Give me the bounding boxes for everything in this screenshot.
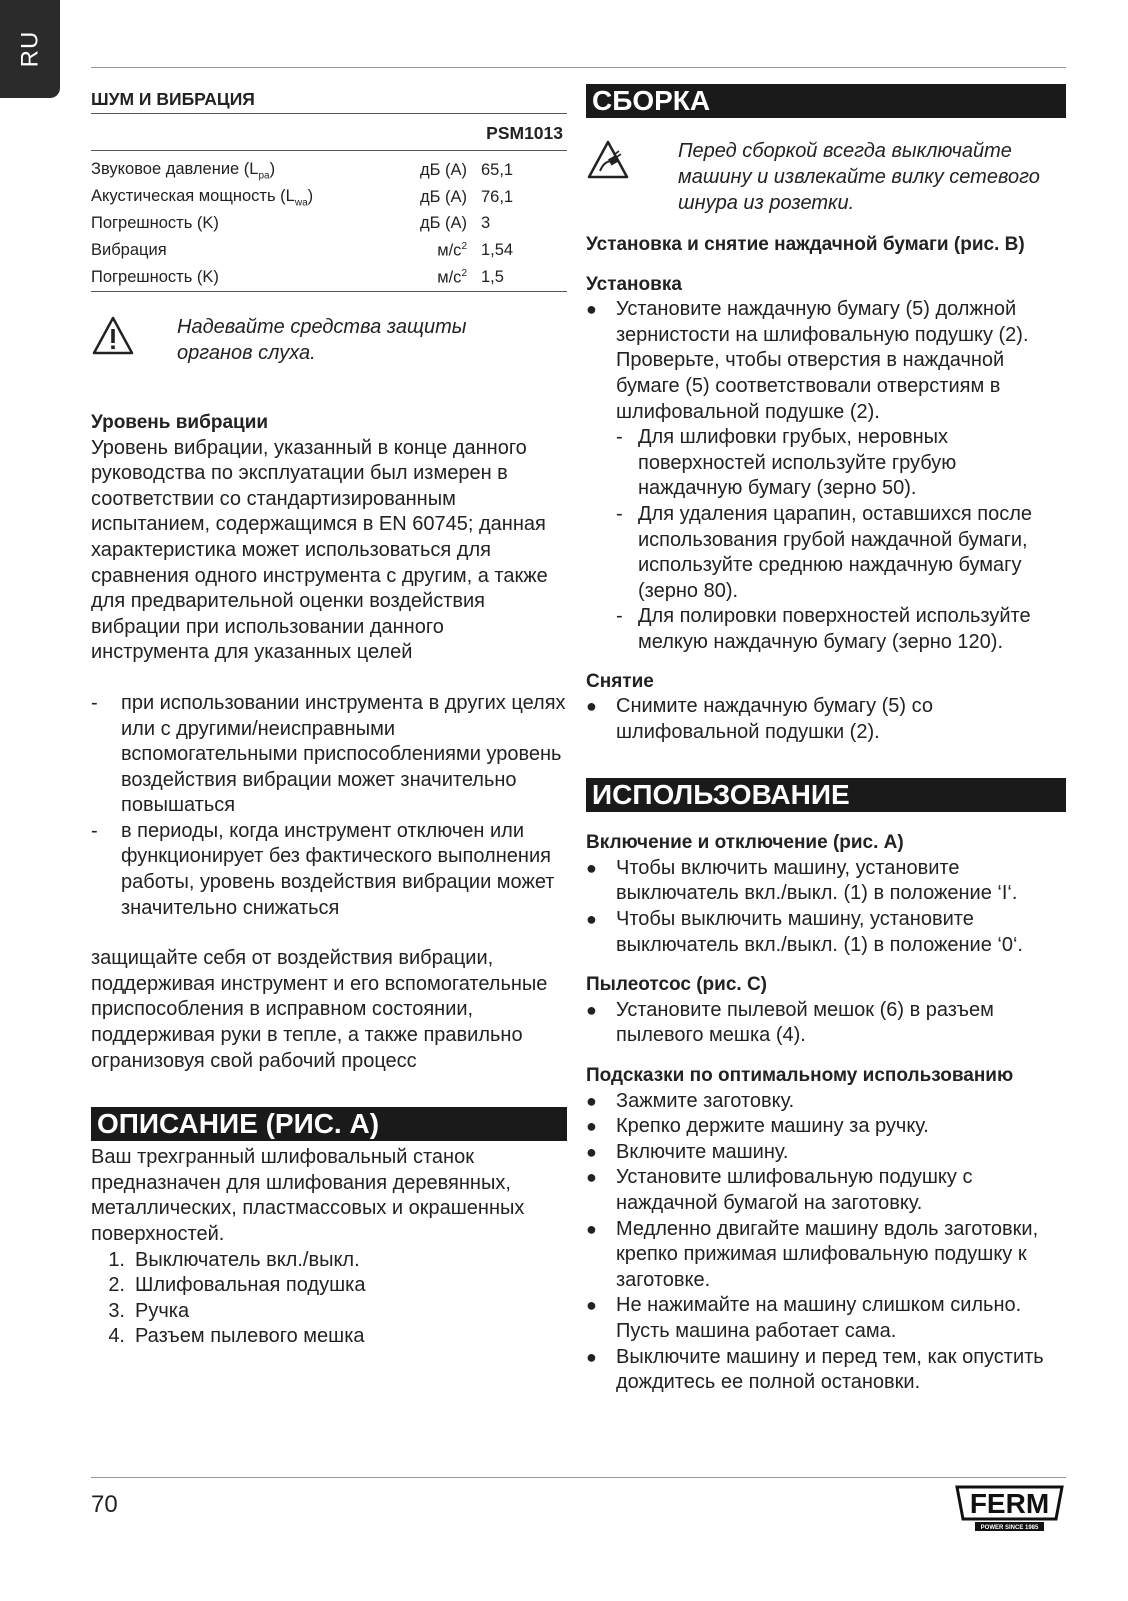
spec-unit: $м/с^2$ [437, 241, 467, 260]
list-item: ● Зажмите заготовку. [586, 1089, 795, 1112]
list-item: 2. Шлифовальная подушка [108, 1274, 366, 1297]
spec-row [91, 237, 567, 264]
spec-label: Звуковое давление $(L_{pa})$ [91, 159, 276, 182]
spec-row [91, 184, 567, 211]
spec-label: Вибрация [91, 241, 167, 260]
list-item: - в периоды, когда инструмент отключен или функционирует без фактического выполнения работы, уровень воздействия вибрации может значительно снижаться [91, 819, 555, 919]
list-item: ● Снимите наждачную бумагу (5) со шлифовальной подушки (2). [586, 695, 933, 743]
list-item: ● Чтобы включить машину, установите выключатель вкл./выкл. (1) в положение ‘I‘. [586, 856, 1018, 905]
spec-unit: $м/с^2$ [437, 267, 467, 287]
list-item: ● Выключите машину и перед тем, как опустить дождитесь ее полной остановки. [586, 1345, 1044, 1394]
warning-icon [91, 314, 177, 363]
assembly-section [586, 232, 1066, 745]
description-section-bar: ОПИСАНИЕ (РИС. A) [91, 1107, 567, 1141]
list-item: - Для полировки поверхностей используйте мелкую наждачную бумагу (зерно 120). [616, 605, 1031, 653]
list-item: ● Медленно двигайте машину вдоль заготовки, крепко прижимая шлифовальную подушку к заготовке. [586, 1217, 1039, 1291]
spec-label: Акустическая мощность $(L_{wa})$ [91, 186, 314, 208]
vibration-heading: Уровень вибрации [91, 411, 269, 433]
spec-unit: дБ (А) [419, 187, 467, 206]
unplug-warning [586, 138, 1066, 216]
description-intro: Ваш трехгранный шлифовальный станок предназначен для шлифования деревянных, металлических, пластмассовых и окрашенных поверхностей. [91, 1146, 525, 1246]
list-item: ● Включите машину. [586, 1140, 789, 1163]
noise-spec-table [91, 157, 567, 292]
ferm-logo [953, 1483, 1066, 1533]
list-item: - при использовании инструмента в других целях или с другими/неисправными вспомогательными приспособлениями уровень воздействия вибрации может значительно повышаться [91, 691, 566, 817]
tips-heading: Подсказки по оптимальному использованию [586, 1065, 1014, 1087]
noise-title: ШУМ И ВИБРАЦИЯ [91, 84, 567, 114]
vibration-closing: защищайте себя от воздействия вибрации, поддерживая инструмент и его вспомогательные приспособления в исправном состоянии, поддерживая руки в тепле, а также правильно огранизовуя свой рабочий процесс [91, 947, 548, 1072]
list-item: ● Установите наждачную бумагу (5) должной зернистости на шлифовальную подушку (2). Проверьте, чтобы отверстия в наждачной бумаге (5) соответствовали отверстиям в шлифовальной подушке (2). [586, 298, 1029, 423]
top-rule [91, 67, 1066, 68]
spec-value: 1,54 [481, 241, 514, 260]
right-column [586, 84, 1066, 1396]
list-item: - Для удаления царапин, оставшихся после использования грубой наждачной бумаги, используйте среднюю наждачную бумагу (зерно 80). [616, 502, 1033, 602]
vibration-list [91, 691, 567, 921]
list-item: 4. Разъем пылевого мешка [108, 1325, 365, 1348]
list-item: 3. Ручка [108, 1299, 190, 1322]
spec-row [91, 157, 567, 184]
spec-unit: дБ (А) [419, 214, 467, 233]
model-number: PSM1013 [91, 114, 567, 151]
list-item: ● Установите шлифовальную подушку с наждачной бумагой на заготовку. [586, 1166, 973, 1214]
install-heading: Установка [586, 273, 682, 295]
usage-section [586, 830, 1066, 1395]
spec-value: 3 [481, 214, 491, 233]
vibration-section [91, 410, 567, 1074]
usage-section-bar: ИСПОЛЬЗОВАНИЕ [586, 778, 1066, 812]
spec-value: 76,1 [481, 187, 514, 206]
logo-brand-text: FERM [969, 1488, 1050, 1519]
switch-heading: Включение и отключение (рис. A) [586, 832, 904, 854]
assembly-section-bar: СБОРКА [586, 84, 1066, 118]
list-item: ● Не нажимайте на машину слишком сильно. Пусть машина работает сама. [586, 1294, 1022, 1342]
remove-heading: Снятие [586, 670, 654, 692]
vibration-paragraph: Уровень вибрации, указанный в конце данного руководства по эксплуатации был измерен в соответствии со стандартизированным испытанием, содержащимся в EN 60745; данная характеристика может использоваться для сравнения одного инструмента с другим, а также для предварительной оценки воздействия вибрации при использовании данного инструмента для указанных целей [91, 436, 548, 664]
spec-row [91, 211, 567, 238]
unplug-warning-text: Перед сборкой всегда выключайте машину и извлекайте вилку сетевого шнура из розетки. [678, 140, 1040, 214]
list-item: ● Установите пылевой мешок (6) в разъем пылевого мешка (4). [586, 998, 994, 1047]
description-section [91, 1145, 567, 1350]
list-item: - Для шлифовки грубых, неровных поверхностей используйте грубую наждачную бумагу (зерно 50). [616, 426, 957, 500]
dust-heading: Пылеотсос (рис. C) [586, 974, 768, 996]
logo-tagline: POWER SINCE 1985 [980, 1525, 1039, 1532]
spec-unit: дБ (А) [419, 160, 467, 179]
spec-label: Погрешность (K) [91, 268, 219, 287]
spec-row [91, 264, 567, 291]
spec-value: 65,1 [481, 160, 514, 179]
list-item: ● Крепко держите машину за ручку. [586, 1115, 929, 1138]
bottom-rule [91, 1477, 1066, 1478]
spec-value: 1,5 [481, 268, 504, 287]
list-item: 1. Выключатель вкл./выкл. [108, 1248, 360, 1271]
hearing-warning-text: Надевайте средства защиты органов слуха. [177, 315, 467, 364]
hearing-warning [91, 314, 567, 366]
language-tab [0, 0, 60, 98]
spec-label: Погрешность (K) [91, 214, 219, 233]
sandpaper-heading: Установка и снятие наждачной бумаги (рис. B) [586, 234, 1025, 255]
unplug-warning-icon [586, 138, 678, 187]
page-number: 70 [91, 1491, 118, 1518]
list-item: ● Чтобы выключить машину, установите выключатель вкл./выкл. (1) в положение ‘0‘. [586, 908, 1023, 956]
left-column [91, 84, 567, 1350]
language-code: RU [15, 30, 43, 68]
